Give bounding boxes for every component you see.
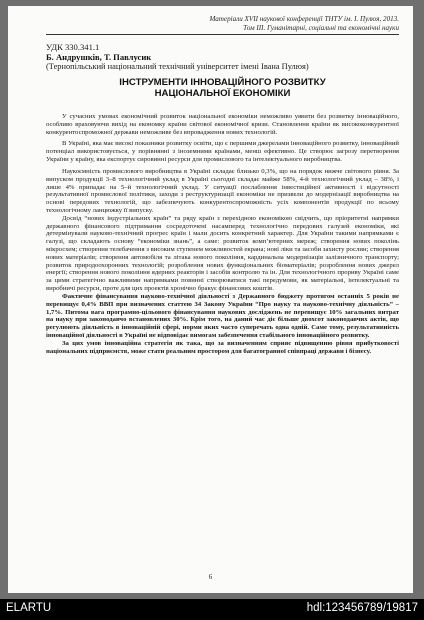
authors: Б. Андрушків, Т. Павлусик <box>46 52 152 62</box>
document-page <box>8 6 413 593</box>
page-number: 6 <box>208 573 213 581</box>
handle-id: hdl:123456789/19817 <box>306 602 418 614</box>
repository-name: ELARTU <box>6 602 52 614</box>
paragraph-1: У сучасних умовах економічний розвиток національної економіки неможливо уявити без розвитку інноваційного, особливо враховуючи вихід на економку країни світової економічної кризи. Становлення країни як висококонкурентної конкурентоспроможної держави неможливе без впровадження нових технологій. <box>46 113 399 136</box>
running-header <box>46 15 399 32</box>
paragraph-2: В Україні, яка має високі показники розвитку освіти, що є першими джерелами інноваційного розвитку, інноваційний потенціал використовується, у порівнянні з іноземними країнами, менш ефективно. Це створює загрозу перетворення України у країну, яка експортує сировинні ресурси для промислового та інтелектуального виробництва. <box>46 140 399 164</box>
paragraph-5: Фактичне фінансування науково-технічної діяльності з Державного бюджету протягом останніх 5 років не перевищує 0,4% ВВП при визначених статтею 34 Закону України “Про науку та науково-технічну діяльність” – 1,7%. Питома вага програмно-цільового фінансування наукових досліджень не перевищує 10% загальних витрат на науку при законодавчо встановлених 30%. Крім того, на даний час діє більше двохсот законодавчих актів, що регулюють діяльність в інноваційній сфері, норми яких часто суперечать одна одній. Саме тому, результативність інноваційної діяльності в Україні не відповідає вимогам забезпечення стабільного інноваційного розвитку. <box>46 292 399 339</box>
title-line-1: ІНСТРУМЕНТИ ІННОВАЦІЙНОГО РОЗВИТКУ <box>119 77 326 88</box>
paragraph-6: За цих умов інноваційна стратегія як така, що за визначенням сприяє підвищенню рівня прибутковості національних підприємств, може стати реальним простором для багатогранної співпраці держави і бізнесу. <box>46 339 399 355</box>
udc-code: УДК 330.341.1 <box>46 42 100 52</box>
title-line-2: НАЦІОНАЛЬНОЇ ЕКОНОМІКИ <box>154 87 291 99</box>
header-line-1: Матеріали XVII наукової конференції ТНТУ ім. І. Пулюя, 2013. <box>209 15 399 23</box>
header-rule <box>46 34 399 35</box>
paragraph-4: Досвід “нових індустріальних країн” та ряду країн з перехідною економікою свідчить, що пріоритетні напрямки державного фінансового підтримання сосредоточені насамперед технологічно передових галузей економіки, які детермінували науково-технічний прогрес країн і мали досить конкретний характер. Для України такими напрямками є галузі, що складають основу “економіки знань”, а саме: розвиток комп’ютерних мереж; створення нових поколінь мікросхем; створення телебачення з високим ступенем можливостей екрана; нові ліки та засоби захисту рослин; створення нових матеріалів; створення автомобіля та літака нового покоління, кардинальна модернізація залізничного транспорту; розвиток природоохоронних технологій; розроблення нових функціональних біоматеріалів; розроблення нових джерел енергії; створення нового покоління ядерних реакторів і засобів контролю та ін. Для технологічного прориву Україні саме за цими стратегічно важливими напрямками повинні створюватися такі передумови, як матеріальні, інтелектуальні та виробничі ресурси, проте для цих проектів хронічно бракує фінансових коштів. <box>46 214 399 293</box>
affiliation: (Тернопільський національний технічний університет імені Івана Пулюя) <box>46 62 309 71</box>
footer-bar <box>0 599 424 620</box>
paragraph-3: Наукоємність промислового виробництва в Україні складає близько 0,3%, що на порядок нижче світового рівня. За випуском продукції 3–8 технологічний уклад в Україні сьогодні складає майже 58%, 4-й технологічний уклад – 38%, і лише 4% припадає на 5–й технологічний уклад. У ситуації послаблення інвестиційної активності і відсутності результативної промислової політики, заходи з реструктуризації економіки не призвели до модернізації виробництва на основі передових технологій, що забезпечують конкурентоспроможність усіх компонентів продукції по всьому технологічному ланцюжку її випуску. <box>46 167 399 214</box>
article-title <box>46 78 399 99</box>
header-line-2: Том III. Гуманітарні, соціальні та економічні науки <box>243 23 399 32</box>
